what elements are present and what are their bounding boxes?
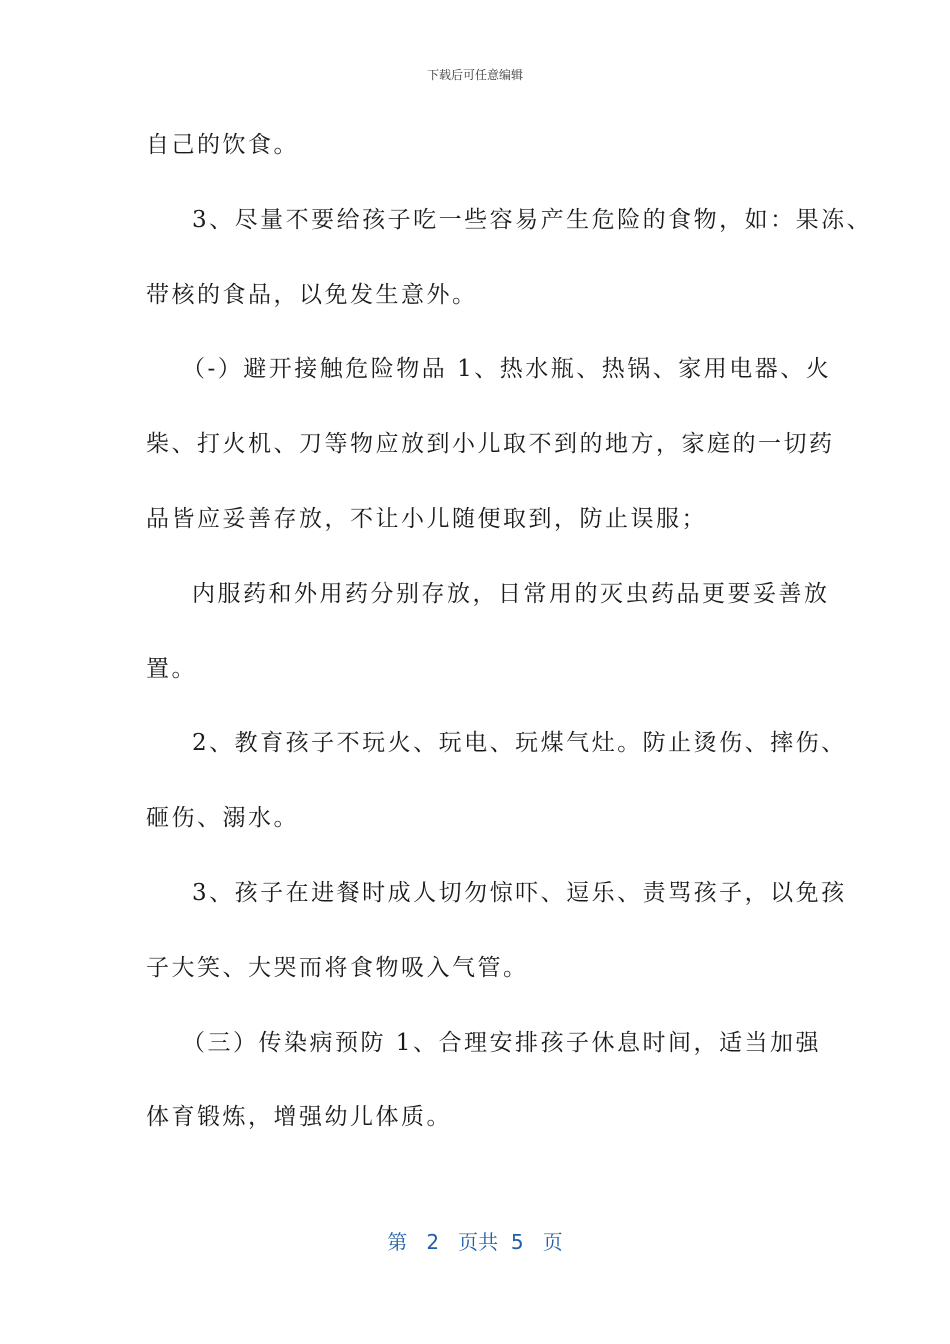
footer-total-pages: 5 (510, 1230, 524, 1254)
text-line-14: 体育锻炼，增强幼儿体质。 (146, 1104, 452, 1131)
footer-middle: 页共 (458, 1230, 499, 1254)
page-header-note: 下载后可任意编辑 (426, 68, 523, 82)
text-line-11: 3、孩子在进餐时成人切勿惊吓、逗乐、责骂孩子，以免孩 (192, 879, 847, 906)
text-line-8: 置。 (146, 655, 197, 682)
page-footer (0, 1226, 950, 1255)
text-line-13: （三）传染病预防 1、合理安排孩子休息时间，适当加强 (182, 1029, 821, 1056)
text-line-12: 子大笑、大哭而将食物吸入气管。 (146, 954, 529, 981)
text-line-7: 内服药和外用药分别存放，日常用的灭虫药品更要妥善放 (192, 580, 830, 607)
text-line-1: 自己的饮食。 (146, 132, 299, 158)
footer-current-page: 2 (426, 1230, 440, 1254)
text-line-2: 3、尽量不要给孩子吃一些容易产生危险的食物，如：果冻、 (192, 206, 873, 233)
text-line-10: 砸伤、溺水。 (146, 805, 299, 832)
text-line-9: 2、教育孩子不玩火、玩电、玩煤气灶。防止烫伤、摔伤、 (192, 730, 847, 757)
text-line-4: （-）避开接触危险物品 1、热水瓶、热锅、家用电器、火 (182, 356, 832, 383)
text-line-6: 品皆应妥善存放，不让小儿随便取到，防止误服； (146, 505, 707, 532)
text-line-5: 柴、打火机、刀等物应放到小儿取不到的地方，家庭的一切药 (146, 431, 835, 458)
text-line-3: 带核的食品，以免发生意外。 (146, 281, 478, 308)
footer-prefix: 第 (387, 1230, 408, 1254)
footer-suffix: 页 (542, 1230, 563, 1254)
document-body (146, 122, 873, 1169)
